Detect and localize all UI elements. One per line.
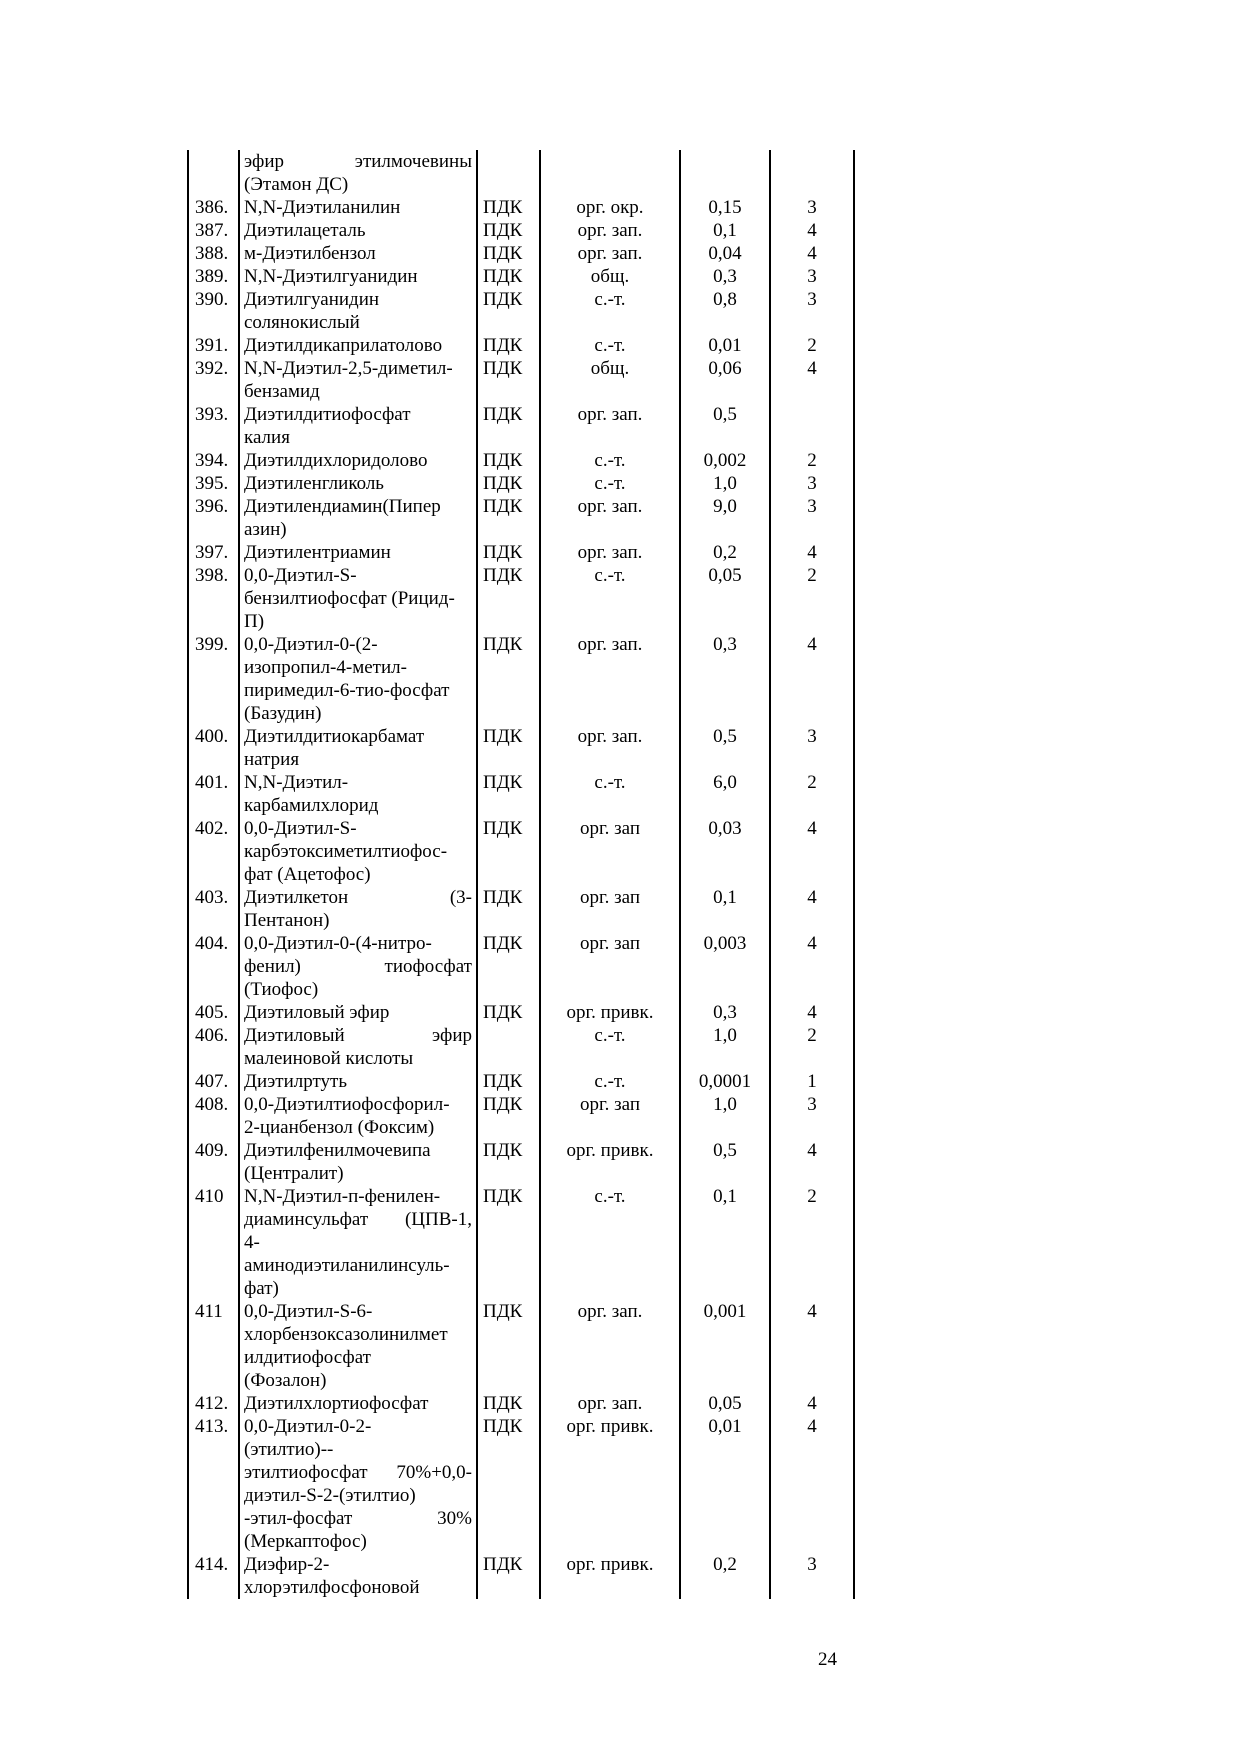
hazard-class: 3	[770, 472, 854, 495]
substance-name-line: N,N-Диэтил-п-фенилен-	[244, 1186, 441, 1207]
hazard-class: 2	[770, 771, 854, 817]
substance-name	[239, 1139, 477, 1185]
concentration-value: 0,1	[680, 886, 770, 932]
substance-name-line: фат (Ацетофос)	[244, 864, 371, 885]
concentration-value: 0,002	[680, 449, 770, 472]
hazard-indicator: орг. зап	[540, 817, 680, 886]
hazard-class: 3	[770, 288, 854, 334]
hazard-class: 2	[770, 1185, 854, 1300]
table-row	[188, 334, 854, 357]
row-number: 389.	[188, 265, 239, 288]
substance-name-line: Диэтиленгликоль	[244, 473, 384, 494]
table-row	[188, 265, 854, 288]
row-number: 391.	[188, 334, 239, 357]
substance-name	[239, 564, 477, 633]
norm-type: ПДК	[477, 403, 540, 449]
substance-name	[239, 196, 477, 219]
hazard-class: 4	[770, 886, 854, 932]
substance-name-line: 0,0-Диэтил-S-	[244, 565, 357, 586]
hazard-indicator: орг. зап.	[540, 1300, 680, 1392]
substance-name-line: Диэтилендиамин(Пипер	[244, 496, 441, 517]
concentration-value: 0,1	[680, 1185, 770, 1300]
hazard-indicator: орг. привк.	[540, 1553, 680, 1599]
substance-name	[239, 472, 477, 495]
row-number: 406.	[188, 1024, 239, 1070]
norm-type: ПДК	[477, 449, 540, 472]
table-row	[188, 196, 854, 219]
substance-name	[239, 541, 477, 564]
hazard-indicator: с.-т.	[540, 771, 680, 817]
hazard-class: 4	[770, 1392, 854, 1415]
row-number: 390.	[188, 288, 239, 334]
table-row	[188, 1553, 854, 1599]
substance-name-line: калия	[244, 427, 290, 448]
substance-name-line: 0,0-Диэтил-S-6-	[244, 1301, 373, 1322]
substance-name-line: этилтиофосфат 70%+0,0-	[244, 1462, 472, 1483]
table-row	[188, 725, 854, 771]
row-number: 392.	[188, 357, 239, 403]
table-row	[188, 1415, 854, 1553]
hazard-indicator: с.-т.	[540, 288, 680, 334]
concentration-value: 0,05	[680, 1392, 770, 1415]
substance-name-line: Диэтилфенилмочевипа	[244, 1140, 431, 1161]
table-row	[188, 541, 854, 564]
hazard-indicator: орг. привк.	[540, 1139, 680, 1185]
hazard-class: 3	[770, 196, 854, 219]
concentration-value: 0,3	[680, 1001, 770, 1024]
concentration-value: 0,03	[680, 817, 770, 886]
norm-type: ПДК	[477, 1093, 540, 1139]
hazard-indicator: орг. окр.	[540, 196, 680, 219]
concentration-value: 0,3	[680, 633, 770, 725]
row-number: 402.	[188, 817, 239, 886]
hazard-indicator: орг. зап	[540, 886, 680, 932]
row-number: 413.	[188, 1415, 239, 1553]
hazard-class: 4	[770, 633, 854, 725]
hazard-indicator: общ.	[540, 265, 680, 288]
concentration-value: 0,04	[680, 242, 770, 265]
hazard-indicator	[540, 150, 680, 196]
substance-name-line: Диэтиловый эфир	[244, 1025, 472, 1046]
concentration-value: 6,0	[680, 771, 770, 817]
concentration-value: 0,5	[680, 1139, 770, 1185]
table-row	[188, 1093, 854, 1139]
substance-name	[239, 1392, 477, 1415]
row-number: 411	[188, 1300, 239, 1392]
concentration-value: 0,01	[680, 1415, 770, 1553]
hazard-class	[770, 150, 854, 196]
substance-name-line: Диэфир-2-	[244, 1554, 330, 1575]
hazard-indicator: орг. привк.	[540, 1001, 680, 1024]
hazard-class	[770, 403, 854, 449]
substance-name	[239, 633, 477, 725]
table-row	[188, 219, 854, 242]
substance-name-line: малеиновой кислоты	[244, 1048, 414, 1069]
substance-name	[239, 288, 477, 334]
substance-name-line: диэтил-S-2-(этилтио)	[244, 1485, 416, 1506]
hazard-class: 4	[770, 1415, 854, 1553]
hazard-class: 4	[770, 1300, 854, 1392]
norm-type: ПДК	[477, 1070, 540, 1093]
hazard-class: 3	[770, 725, 854, 771]
norm-type: ПДК	[477, 1185, 540, 1300]
hazard-indicator: с.-т.	[540, 564, 680, 633]
substance-name-line: м-Диэтилбензол	[244, 243, 376, 264]
concentration-value: 1,0	[680, 472, 770, 495]
norm-type: ПДК	[477, 288, 540, 334]
hazard-indicator: орг. зап.	[540, 725, 680, 771]
substance-name-line: хлорбензоксазолинилмет	[244, 1324, 448, 1345]
substance-name-line: Диэтиловый эфир	[244, 1002, 390, 1023]
substance-name	[239, 1415, 477, 1553]
concentration-value: 0,15	[680, 196, 770, 219]
substance-name	[239, 1093, 477, 1139]
norm-type: ПДК	[477, 472, 540, 495]
concentration-value: 0,2	[680, 541, 770, 564]
substance-name-line: изопропил-4-метил-	[244, 657, 407, 678]
hazard-indicator: орг. зап	[540, 932, 680, 1001]
substance-name-line: солянокислый	[244, 312, 360, 333]
table-row	[188, 449, 854, 472]
hazard-class: 3	[770, 1553, 854, 1599]
hazard-class: 2	[770, 449, 854, 472]
hazard-class: 3	[770, 495, 854, 541]
row-number: 400.	[188, 725, 239, 771]
concentration-value: 0,01	[680, 334, 770, 357]
substance-name-line: N,N-Диэтиланилин	[244, 197, 401, 218]
row-number: 397.	[188, 541, 239, 564]
table-row	[188, 633, 854, 725]
hazard-class: 4	[770, 1139, 854, 1185]
norm-type: ПДК	[477, 1001, 540, 1024]
substance-name-line: Диэтилентриамин	[244, 542, 391, 563]
norm-type: ПДК	[477, 357, 540, 403]
table-row	[188, 1139, 854, 1185]
norm-type: ПДК	[477, 265, 540, 288]
table-row	[188, 1392, 854, 1415]
norm-type: ПДК	[477, 725, 540, 771]
hazard-class: 4	[770, 219, 854, 242]
table-row	[188, 1001, 854, 1024]
hazard-class: 4	[770, 541, 854, 564]
substance-name-line: (Фозалон)	[244, 1370, 327, 1391]
substance-name	[239, 725, 477, 771]
substance-name-line: Пентанон)	[244, 910, 330, 931]
concentration-value: 0,1	[680, 219, 770, 242]
hazard-indicator: с.-т.	[540, 1024, 680, 1070]
row-number: 396.	[188, 495, 239, 541]
concentration-value: 0,0001	[680, 1070, 770, 1093]
norm-type: ПДК	[477, 633, 540, 725]
norm-type: ПДК	[477, 1139, 540, 1185]
substance-name-line: илдитиофосфат	[244, 1347, 371, 1368]
substance-name-line: 0,0-Диэтилтиофосфорил-	[244, 1094, 450, 1115]
row-number: 395.	[188, 472, 239, 495]
row-number: 405.	[188, 1001, 239, 1024]
substance-name	[239, 357, 477, 403]
norm-type: ПДК	[477, 495, 540, 541]
substance-name	[239, 495, 477, 541]
hazard-indicator: орг. зап.	[540, 541, 680, 564]
concentration-value: 0,06	[680, 357, 770, 403]
substance-name-line: Диэтилдикаприлатолово	[244, 335, 443, 356]
concentration-value: 0,3	[680, 265, 770, 288]
hazard-indicator: орг. зап.	[540, 495, 680, 541]
substance-name	[239, 334, 477, 357]
substance-name-line: -этил-фосфат 30%	[244, 1508, 472, 1529]
table-row	[188, 288, 854, 334]
row-number: 412.	[188, 1392, 239, 1415]
substance-name-line: (Меркаптофос)	[244, 1531, 367, 1552]
table-row	[188, 817, 854, 886]
concentration-value: 0,001	[680, 1300, 770, 1392]
row-number: 394.	[188, 449, 239, 472]
table-row	[188, 886, 854, 932]
hazard-indicator: орг. зап.	[540, 633, 680, 725]
hazard-class: 3	[770, 1093, 854, 1139]
table-body	[188, 150, 854, 1599]
hazard-class: 1	[770, 1070, 854, 1093]
table-row	[188, 564, 854, 633]
substance-name-line: (Базудин)	[244, 703, 322, 724]
substance-name-line: Диэтилдихлоридолово	[244, 450, 428, 471]
concentration-value: 9,0	[680, 495, 770, 541]
substance-name-line: (Тиофос)	[244, 979, 319, 1000]
norm-type: ПДК	[477, 886, 540, 932]
hazard-indicator: общ.	[540, 357, 680, 403]
substance-name-line: 0,0-Диэтил-S-	[244, 818, 357, 839]
data-table	[187, 150, 855, 1599]
norm-type: ПДК	[477, 564, 540, 633]
table-row	[188, 932, 854, 1001]
table-row	[188, 1300, 854, 1392]
hazard-indicator: с.-т.	[540, 1070, 680, 1093]
table-row	[188, 771, 854, 817]
row-number: 388.	[188, 242, 239, 265]
substance-name	[239, 1070, 477, 1093]
substance-name-line: 0,0-Диэтил-0-2-	[244, 1416, 372, 1437]
substance-name-line: (Этамон ДС)	[244, 174, 349, 195]
table-row	[188, 357, 854, 403]
row-number: 387.	[188, 219, 239, 242]
substance-name-line: П)	[244, 611, 265, 632]
row-number: 404.	[188, 932, 239, 1001]
substance-name-line: пиримедил-6-тио-фосфат	[244, 680, 450, 701]
substance-name-line: N,N-Диэтилгуанидин	[244, 266, 418, 287]
norm-type	[477, 150, 540, 196]
norm-type: ПДК	[477, 1392, 540, 1415]
substance-name-line: (Централит)	[244, 1163, 344, 1184]
substance-name	[239, 1553, 477, 1599]
hazard-indicator: орг. зап	[540, 1093, 680, 1139]
concentration-value: 0,5	[680, 403, 770, 449]
substance-name-line: азин)	[244, 519, 287, 540]
concentration-value: 0,003	[680, 932, 770, 1001]
substance-name-line: хлорэтилфосфоновой	[244, 1577, 420, 1598]
substance-name-line: бензилтиофосфат (Рицид-	[244, 588, 455, 609]
norm-type: ПДК	[477, 817, 540, 886]
substance-name-line: натрия	[244, 749, 300, 770]
norm-type: ПДК	[477, 1553, 540, 1599]
row-number: 401.	[188, 771, 239, 817]
table-row	[188, 242, 854, 265]
substance-name-line: фат)	[244, 1278, 279, 1299]
concentration-value	[680, 150, 770, 196]
table-row	[188, 1070, 854, 1093]
norm-type: ПДК	[477, 334, 540, 357]
concentration-value: 0,2	[680, 1553, 770, 1599]
norm-type: ПДК	[477, 541, 540, 564]
table-row	[188, 403, 854, 449]
substance-name-line: бензамид	[244, 381, 320, 402]
norm-type: ПДК	[477, 771, 540, 817]
hazard-class: 4	[770, 932, 854, 1001]
row-number: 393.	[188, 403, 239, 449]
row-number: 403.	[188, 886, 239, 932]
hazard-class: 2	[770, 1024, 854, 1070]
substance-name	[239, 403, 477, 449]
hazard-indicator: с.-т.	[540, 472, 680, 495]
row-number: 408.	[188, 1093, 239, 1139]
substance-name-line: 4-	[244, 1232, 260, 1253]
substance-name-line: 2-цианбензол (Фоксим)	[244, 1117, 435, 1138]
table-row	[188, 1185, 854, 1300]
table-row	[188, 1024, 854, 1070]
row-number	[188, 150, 239, 196]
hazard-class: 2	[770, 564, 854, 633]
substance-name-line: (этилтио)--	[244, 1439, 334, 1460]
table-row	[188, 495, 854, 541]
norm-type: ПДК	[477, 242, 540, 265]
substance-name	[239, 449, 477, 472]
substance-name	[239, 1300, 477, 1392]
hazard-class: 4	[770, 1001, 854, 1024]
hazard-indicator: орг. привк.	[540, 1415, 680, 1553]
substance-name	[239, 150, 477, 196]
norm-type: ПДК	[477, 1300, 540, 1392]
hazard-indicator: орг. зап.	[540, 1392, 680, 1415]
substance-name-line: 0,0-Диэтил-0-(4-нитро-	[244, 933, 432, 954]
row-number: 398.	[188, 564, 239, 633]
table-row	[188, 150, 854, 196]
norm-type: ПДК	[477, 1415, 540, 1553]
concentration-value: 0,8	[680, 288, 770, 334]
norm-type: ПДК	[477, 219, 540, 242]
table-row	[188, 472, 854, 495]
substance-name	[239, 932, 477, 1001]
row-number: 409.	[188, 1139, 239, 1185]
hazard-class: 4	[770, 357, 854, 403]
hazard-class: 4	[770, 242, 854, 265]
substance-name-line: карбамилхлорид	[244, 795, 379, 816]
substance-name-line: диаминсульфат (ЦПВ-1,	[244, 1209, 472, 1230]
substance-name-line: 0,0-Диэтил-0-(2-	[244, 634, 378, 655]
substance-name	[239, 817, 477, 886]
substance-name-line: эфир этилмочевины	[244, 151, 472, 172]
substance-name-line: Диэтилдитиофосфат	[244, 404, 411, 425]
substance-name	[239, 1185, 477, 1300]
norm-type: ПДК	[477, 932, 540, 1001]
hazard-indicator: орг. зап.	[540, 403, 680, 449]
row-number: 414.	[188, 1553, 239, 1599]
substance-name	[239, 219, 477, 242]
norm-type: ПДК	[477, 196, 540, 219]
substance-name-line: N,N-Диэтил-	[244, 772, 349, 793]
substance-name-line: Диэтилацеталь	[244, 220, 366, 241]
substance-name-line: карбэтоксиметилтиофос-	[244, 841, 448, 862]
substance-name-line: Диэтилдитиокарбамат	[244, 726, 425, 747]
substance-name	[239, 242, 477, 265]
substance-name-line: Диэтилгуанидин	[244, 289, 380, 310]
substance-name	[239, 771, 477, 817]
hazard-indicator: орг. зап.	[540, 242, 680, 265]
hazard-class: 2	[770, 334, 854, 357]
hazard-indicator: орг. зап.	[540, 219, 680, 242]
substance-name-line: фенил) тиофосфат	[244, 956, 472, 977]
concentration-value: 1,0	[680, 1093, 770, 1139]
substance-name-line: Диэтилртуть	[244, 1071, 348, 1092]
concentration-value: 1,0	[680, 1024, 770, 1070]
substance-name	[239, 886, 477, 932]
substance-name	[239, 265, 477, 288]
substance-name-line: N,N-Диэтил-2,5-диметил-	[244, 358, 453, 379]
row-number: 410	[188, 1185, 239, 1300]
substance-name-line: Диэтилхлортиофосфат	[244, 1393, 429, 1414]
concentration-value: 0,5	[680, 725, 770, 771]
concentration-value: 0,05	[680, 564, 770, 633]
hazard-class: 4	[770, 817, 854, 886]
substance-name-line: Диэтилкетон (3-	[244, 887, 472, 908]
hazard-indicator: с.-т.	[540, 449, 680, 472]
hazard-indicator: с.-т.	[540, 1185, 680, 1300]
substance-name	[239, 1024, 477, 1070]
row-number: 407.	[188, 1070, 239, 1093]
substance-name	[239, 1001, 477, 1024]
hazard-class: 3	[770, 265, 854, 288]
row-number: 386.	[188, 196, 239, 219]
norm-type	[477, 1024, 540, 1070]
substance-name-line: аминодиэтиланилинсуль-	[244, 1255, 450, 1276]
row-number: 399.	[188, 633, 239, 725]
page-number: 24	[818, 1649, 837, 1670]
hazard-indicator: с.-т.	[540, 334, 680, 357]
